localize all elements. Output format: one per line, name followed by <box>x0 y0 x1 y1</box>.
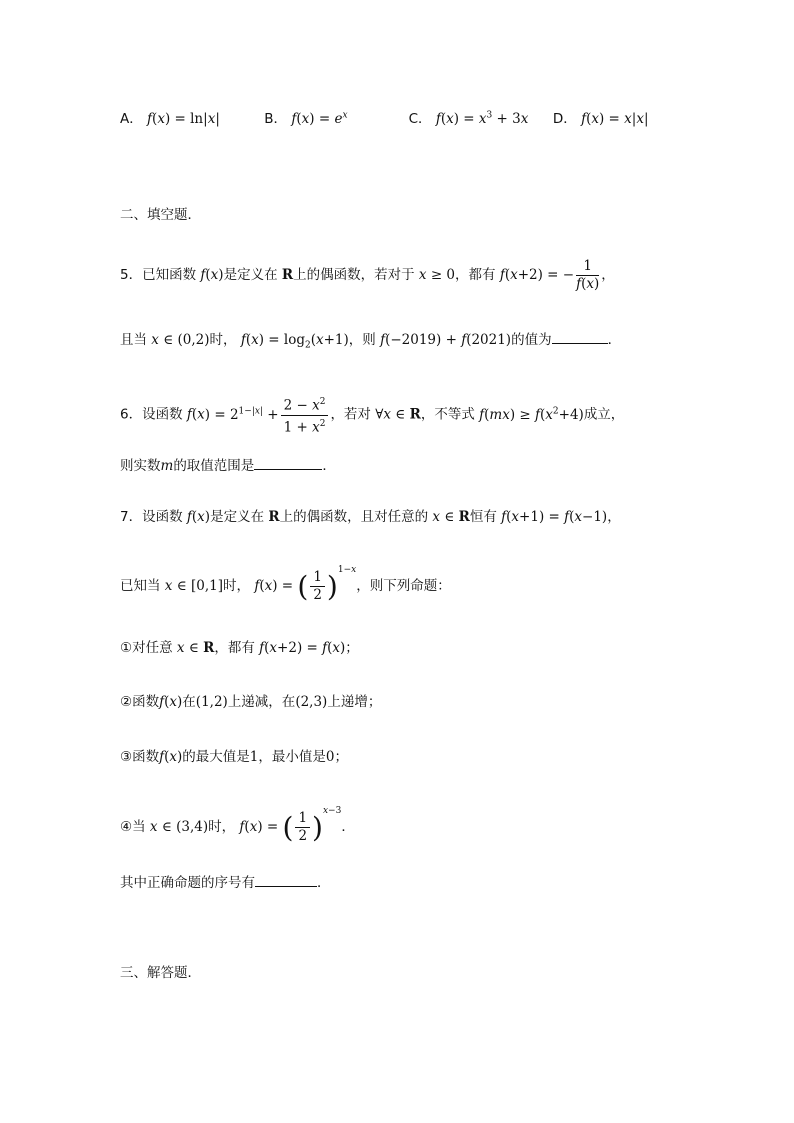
q7-proposition-2: ②函数f(x)在(1,2)上递减，在(2,3)上递增； <box>120 694 382 710</box>
option-a-expr: f(x) = ln|x| <box>147 111 220 127</box>
q6-answer-blank[interactable] <box>254 457 322 470</box>
q7-answer-blank[interactable] <box>255 874 317 887</box>
q7-line1: 7．设函数 f(x)是定义在 R上的偶函数，且对任意的 x ∈ R恒有 f(x+1) = f(x−1)， <box>120 509 621 525</box>
q5-answer-blank[interactable] <box>552 331 608 344</box>
section-heading-answer: 三、解答题． <box>120 965 201 981</box>
option-d: D． f(x) = x|x| <box>552 111 649 127</box>
q6-line1: 6．设函数 $f(x) = 2^{1-|x|}$ + $\frac{2 - x^2}{1 + x^2}$ ，若对 ∀x ∈ R，不等式 $f(mx) \ge f(x^2+4)$成立， <box>120 394 624 436</box>
option-c-expr: $f(x) = x^3 + 3x$ <box>435 110 529 127</box>
q7-proposition-1: ①对任意 x ∈ R，都有 f(x+2) = f(x)； <box>120 640 359 656</box>
option-a: A． f(x) = ln|x| <box>120 111 220 127</box>
q7-proposition-3: ③函数f(x)的最大值是1，最小值是0； <box>120 749 348 765</box>
q5-line2: 且当 x ∈ (0,2)时， $f(x) = \log_2(x+1)$，则 f(−2019) + f(2021)的值为 ． <box>120 332 622 351</box>
option-b: B． $f(x) = e^x$ <box>264 110 348 127</box>
q7-line2: 已知当 x ∈ [0,1]时， f(x) = ( $\frac{1}{2}$ )$^{1-x}$，则下列命题： <box>120 565 451 603</box>
q5-line1: 5．已知函数 f(x)是定义在 R上的偶函数，若对于 x ≥ 0，都有 f(x+2) = − $\frac{1}{f(x)}$ ， <box>120 258 615 292</box>
q7-ask: 其中正确命题的序号有 ． <box>120 875 331 891</box>
q7-proposition-4: ④当 x ∈ (3,4)时， f(x) = ( $\frac{1}{2}$ )$^{x-3}$． <box>120 806 355 844</box>
q5-fraction: $\frac{1}{f(x)}$ <box>576 258 600 292</box>
option-c: C． $f(x) = x^3 + 3x$ <box>408 110 529 127</box>
option-d-expr: f(x) = x|x| <box>581 111 649 127</box>
option-b-expr: $f(x) = e^x$ <box>291 110 348 127</box>
section-heading-fill-in: 二、填空题． <box>120 207 201 223</box>
q6-fraction: $\frac{2 - x^2}{1 + x^2}$ <box>281 394 329 436</box>
choice-options-row <box>120 107 649 127</box>
q6-line2: 则实数m的取值范围是 ． <box>120 458 336 474</box>
